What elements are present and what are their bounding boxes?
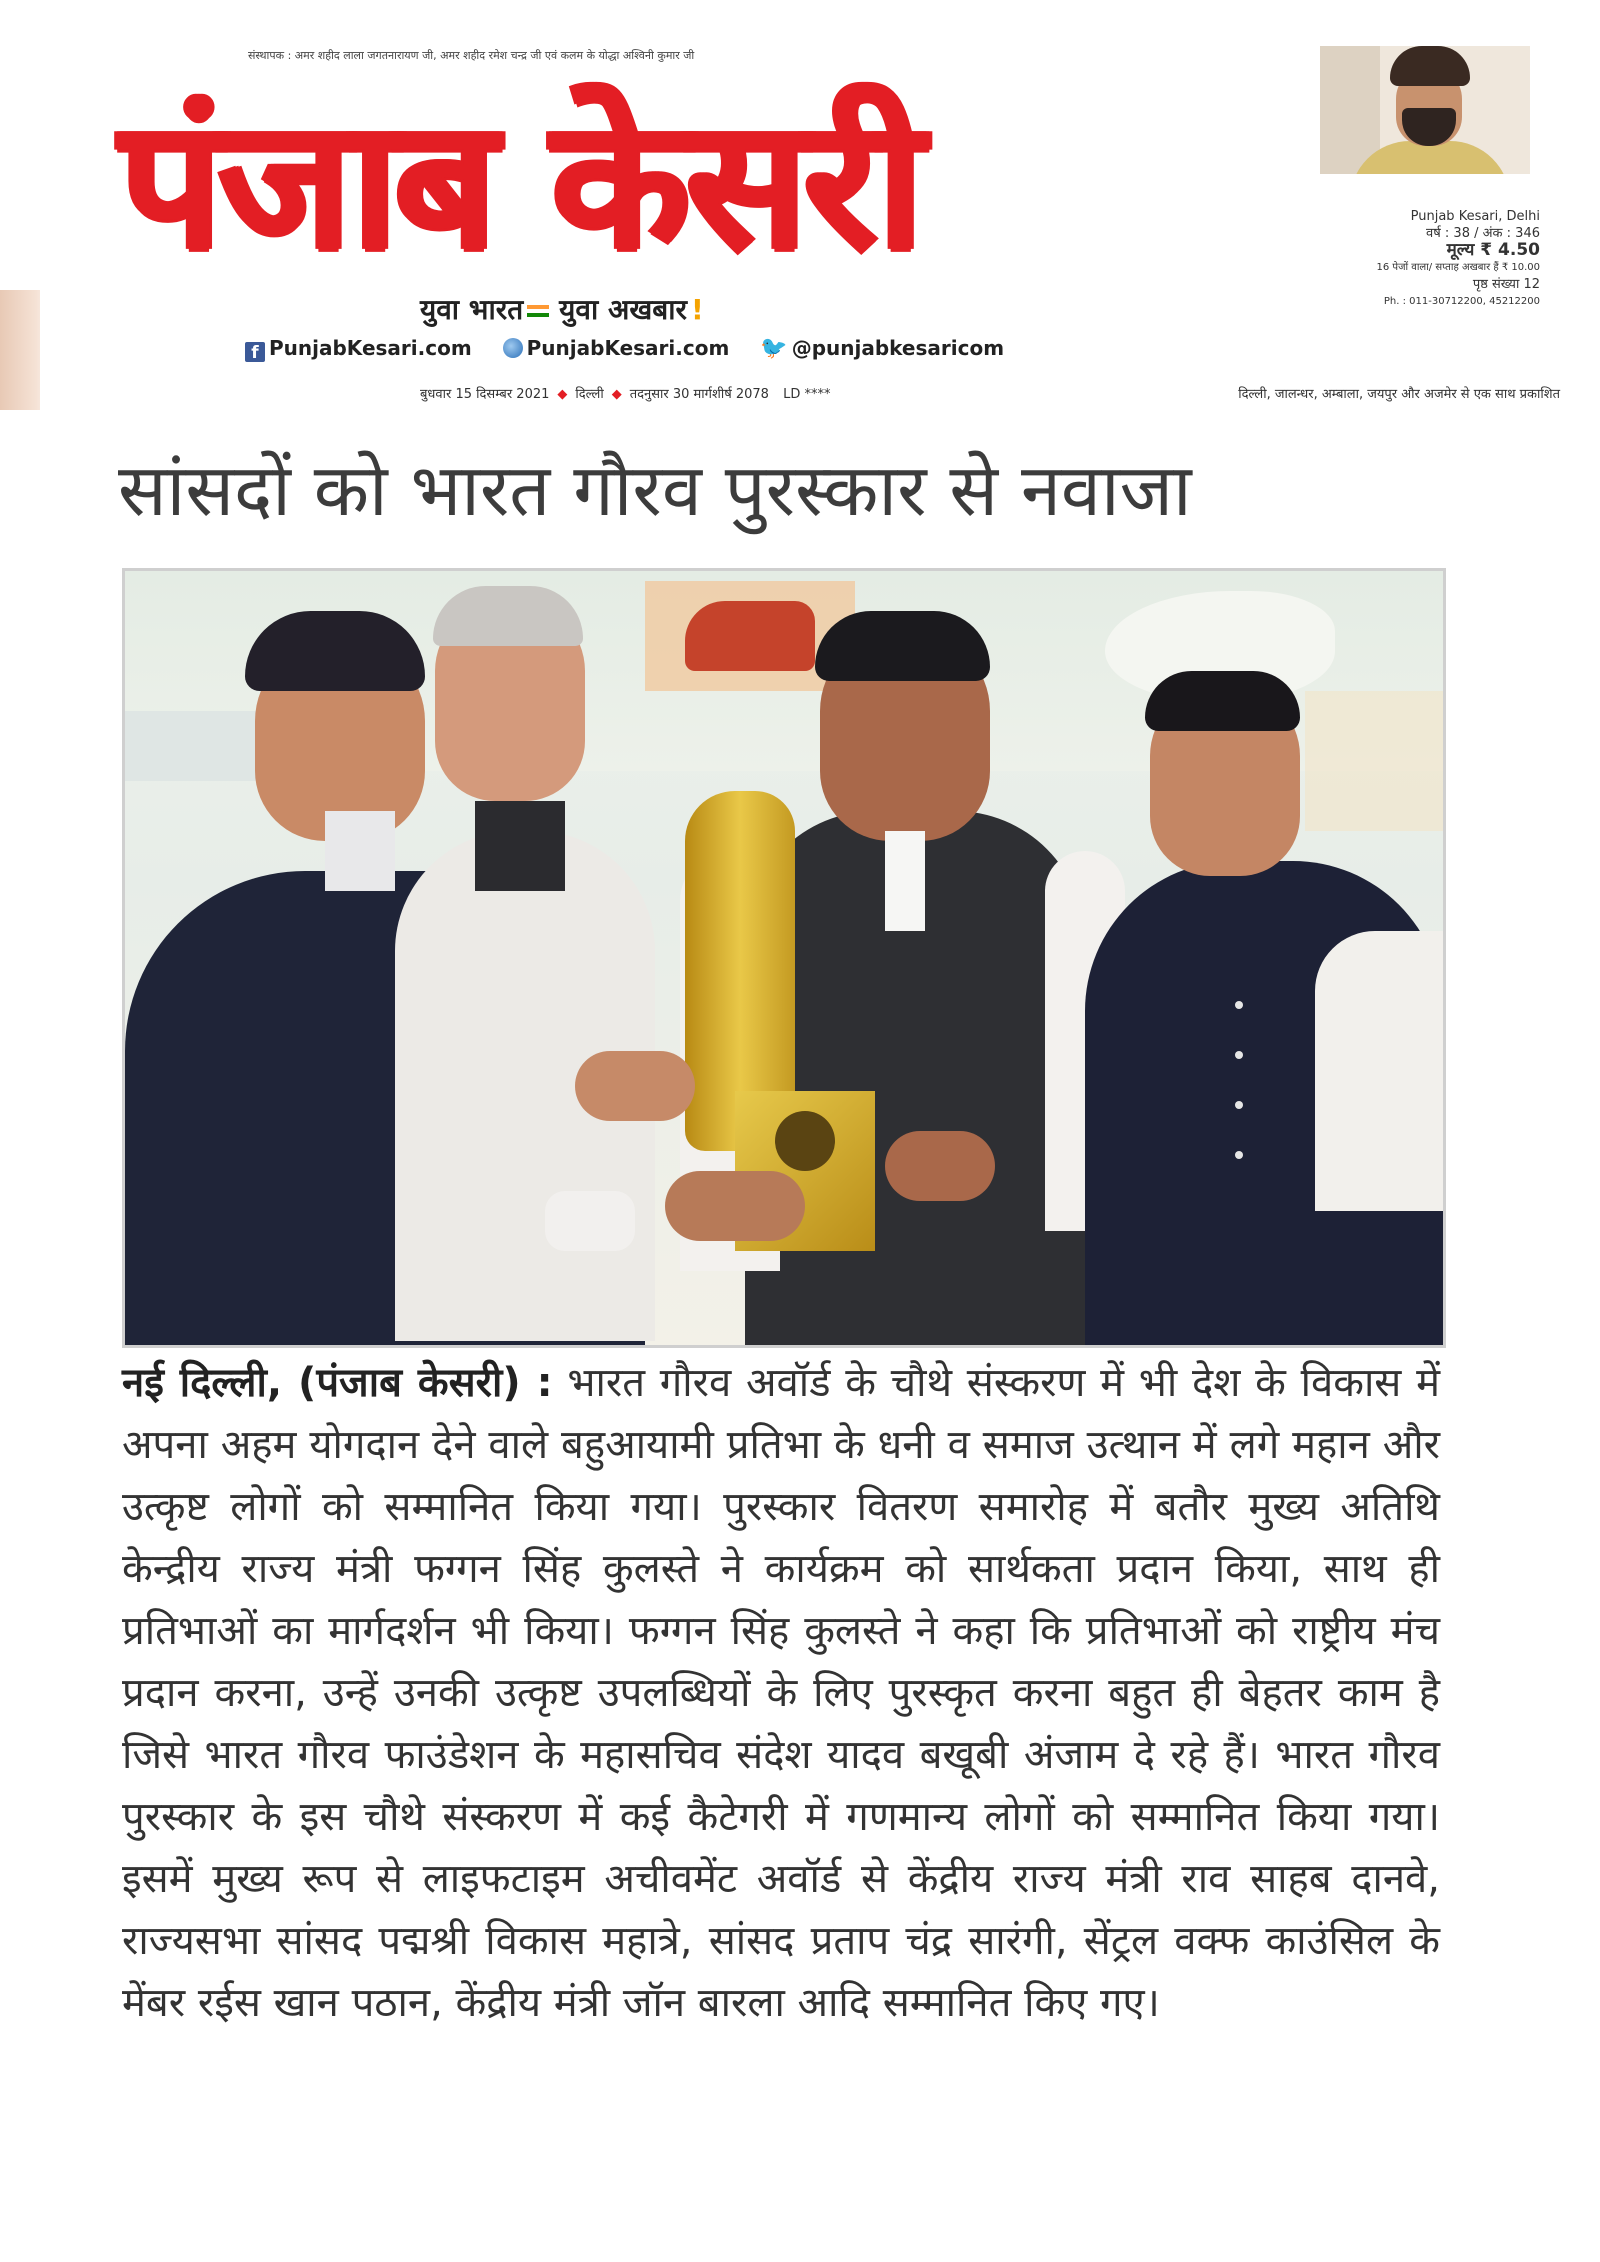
- founders-line: संस्थापक : अमर शहीद लाला जगतनारायण जी, अमर शहीद रमेश चन्द्र जी एवं कलम के योद्धा अश्विनी कुमार जी: [248, 49, 695, 62]
- tagline-right: युवा अखबार: [559, 293, 687, 326]
- volume-issue: वर्ष : 38 / अंक : 346: [1426, 226, 1540, 241]
- web-handle: PunjabKesari.com: [526, 336, 730, 360]
- editor-photo: [1320, 46, 1530, 174]
- facebook-link: [245, 336, 472, 363]
- twitter-link: [760, 336, 1004, 360]
- award-ceremony-photo: [122, 568, 1446, 1348]
- article-body: [122, 1352, 1440, 2034]
- article-headline: सांसदों को भारत गौरव पुरस्कार से नवाजा: [118, 448, 1192, 532]
- social-links: [245, 336, 1028, 362]
- issue-samvat: तदनुसार 30 मार्गशीर्ष 2078: [629, 387, 769, 402]
- article-dateline: नई दिल्ली, (पंजाब केसरी) :: [122, 1360, 553, 1406]
- separator-dot-icon: ◆: [611, 387, 622, 402]
- price: मूल्य ₹ 4.50: [1446, 240, 1540, 260]
- newspaper-logo: पंजाब केसरी: [120, 80, 921, 289]
- phone-number: Ph. : 011-30712200, 45212200: [1383, 296, 1540, 307]
- issue-date: बुधवार 15 दिसम्बर 2021: [420, 387, 550, 402]
- edition-code: LD ****: [783, 387, 831, 402]
- facebook-icon: f: [245, 342, 265, 362]
- issue-dateline: [420, 384, 830, 402]
- globe-icon: [503, 338, 523, 358]
- facebook-handle: PunjabKesari.com: [269, 336, 472, 360]
- twitter-handle: @punjabkesaricom: [791, 336, 1005, 360]
- exclamation-icon: !: [690, 293, 704, 326]
- web-link: [503, 336, 730, 360]
- twitter-icon: 🐦: [760, 336, 788, 361]
- india-flag-icon: [527, 305, 549, 317]
- page-count: पृष्ठ संख्या 12: [1472, 277, 1540, 292]
- price-note: 16 पेजों वाला/ सप्ताह अखबार हैं ₹ 10.00: [1376, 262, 1540, 273]
- edition-name: Punjab Kesari, Delhi: [1410, 209, 1540, 224]
- tagline: [420, 290, 704, 328]
- editions-line: दिल्ली, जालन्धर, अम्बाला, जयपुर और अजमेर से एक साथ प्रकाशित: [1238, 387, 1560, 402]
- tagline-left: युवा भारत: [420, 293, 524, 326]
- publication-info: [1330, 208, 1540, 310]
- issue-city: दिल्ली: [575, 387, 604, 402]
- newspaper-masthead: [40, 40, 1560, 410]
- separator-dot-icon: ◆: [557, 387, 568, 402]
- article-text: भारत गौरव अवॉर्ड के चौथे संस्करण में भी देश के विकास में अपना अहम योगदान देने वाले बहुआयामी प्रतिभा के धनी व समाज उत्थान में लगे महान और उत्कृष्ट लोगों को सम्मानित किया गया। पुरस्कार वितरण समारोह में बतौर मुख्य अतिथि केन्द्रीय राज्य मंत्री फग्गन सिंह कुलस्ते ने कार्यक्रम को सार्थकता प्रदान किया, साथ ही प्रतिभाओं का मार्गदर्शन भी किया। फग्गन सिंह कुलस्ते ने कहा कि प्रतिभाओं को राष्ट्रीय मंच प्रदान करना, उन्हें उनकी उत्कृष्ट उपलब्धियों के लिए पुरस्कृत करना बहुत ही बेहतर काम है जिसे भारत गौरव फाउंडेशन के महासचिव संदेश यादव बखूबी अंजाम दे रहे हैं। भारत गौरव पुरस्कार के इस चौथे संस्करण में कई कैटेगरी में गणमान्य लोगों को सम्मानित किया गया। इसमें मुख्य रूप से लाइफटाइम अचीवमेंट अवॉर्ड से केंद्रीय राज्य मंत्री राव साहब दानवे, राज्यसभा सांसद पद्मश्री विकास महात्रे, सांसद प्रताप चंद्र सारंगी, सेंट्रल वक्फ काउंसिल के मेंबर रईस खान पठान, केंद्रीय मंत्री जॉन बारला आदि सम्मानित किए गए।: [122, 1360, 1441, 2026]
